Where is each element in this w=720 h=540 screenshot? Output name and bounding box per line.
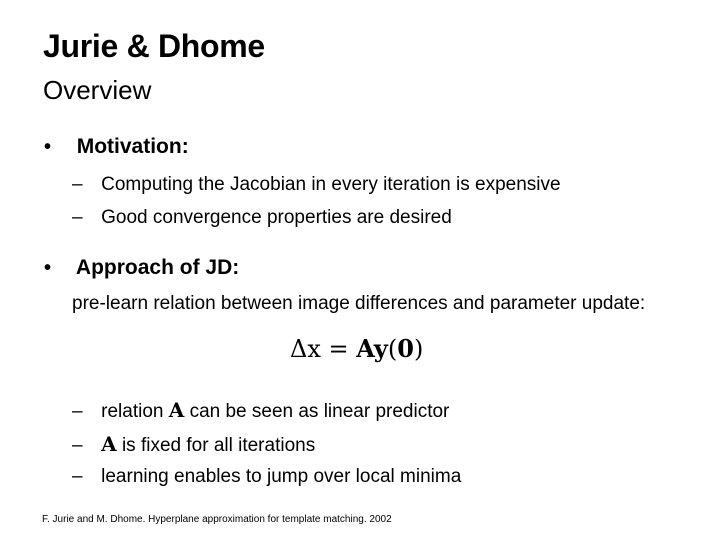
motivation-heading: Motivation: <box>76 135 189 158</box>
dash-icon: – <box>72 174 83 195</box>
approach-item-before: relation <box>101 401 164 422</box>
approach-item-text: learning enables to jump over local minima <box>101 466 462 487</box>
slide-title: Jurie & Dhome <box>43 28 265 64</box>
dash-icon: – <box>72 435 83 456</box>
approach-item <box>72 432 315 457</box>
approach-heading: Approach of JD: <box>75 256 240 279</box>
slide-subtitle: Overview <box>43 75 152 105</box>
bullet-approach <box>44 256 239 280</box>
motivation-item <box>72 207 452 229</box>
approach-item <box>72 466 461 488</box>
equation-paren-open: ( <box>387 335 398 363</box>
bullet-motivation <box>44 135 189 159</box>
equation-matrix-a: A <box>356 334 374 363</box>
matrix-a-symbol: A <box>101 432 117 456</box>
equation-equals: = <box>328 335 349 363</box>
equation-paren-close: ) <box>413 335 424 363</box>
approach-description: pre-learn relation between image differences and parameter update: <box>72 293 646 314</box>
dash-icon: – <box>72 466 83 487</box>
citation-footer: F. Jurie and M. Dhome. Hyperplane approximation for template matching. 2002 <box>42 514 392 525</box>
bullet-dot-icon: • <box>44 136 52 158</box>
motivation-item <box>72 174 561 196</box>
dash-icon: – <box>72 207 83 228</box>
approach-item-after: can be seen as linear predictor <box>189 401 450 422</box>
dash-icon: – <box>72 401 83 422</box>
motivation-item-text: Good convergence properties are desired <box>101 207 452 228</box>
bullet-dot-icon: • <box>44 257 52 279</box>
matrix-a-symbol: A <box>168 398 185 422</box>
motivation-item-text: Computing the Jacobian in every iteration is expensive <box>101 174 561 195</box>
equation <box>290 334 423 363</box>
approach-item <box>72 398 449 423</box>
equation-vector-y: y <box>373 334 388 363</box>
equation-lhs: Δx <box>290 335 321 363</box>
approach-item-after: is fixed for all iterations <box>121 435 316 456</box>
equation-zero: 0 <box>397 334 414 363</box>
